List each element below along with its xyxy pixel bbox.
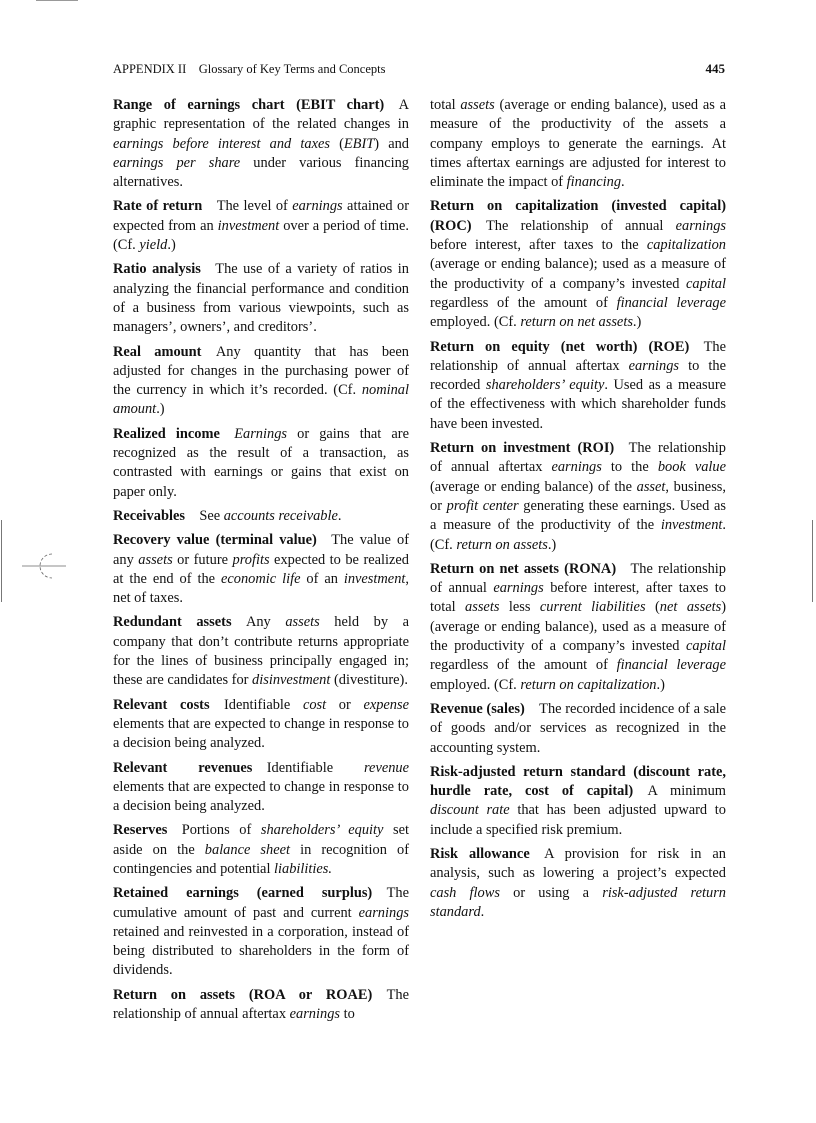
glossary-entry [113,96,409,192]
glossary-definition: Earnings or gains that are recognized as the result of a transaction, as contrasted with earnings or gains that exist on paper only. [113,425,409,500]
glossary-entry [430,560,726,695]
glossary-entry [113,197,409,255]
glossary-definition: The value of any assets or future profits expected to be realized at the end of the economic life of an investment, net of taxes. [113,532,409,607]
right-edge-rule [812,520,813,602]
glossary-term: Redundant assets [113,614,232,631]
glossary-definition: A graphic representation of the related changes in earnings before interest and taxes (EBIT) and earnings per share under various financing alternatives. [113,97,409,191]
glossary-term: Return on investment (ROI) [430,440,615,457]
glossary-definition: The relationship of annual earnings before interest, after taxes to the capitalization (average or ending balance); used as a measure of the productivity of a company’s invested capital regardless of the amount of financial leverage employed. (Cf. return on net assets.) [430,217,726,331]
continued-definition: total assets (average or ending balance), used as a measure of the productivity of the assets a company employs to generate the earnings. At times aftertax earnings are adjusted for interest to eliminate the impact of financing. [430,97,726,191]
running-head [113,60,725,78]
glossary-entry [113,884,409,980]
glossary-term: Range of earnings chart (EBIT chart) [113,97,385,113]
glossary-definition: See accounts receivable. [199,507,342,524]
glossary-term: Retained earnings (earned surplus) [113,885,373,902]
glossary-entry [113,986,409,1025]
glossary-definition: Identifiable cost or expense elements that are expected to change in response to a decision being analyzed. [113,696,409,752]
glossary-entry [113,821,409,879]
glossary-entry [430,700,726,758]
glossary-definition: The level of earnings attained or expected from an investment over a period of time. (Cf. yield.) [113,198,410,254]
glossary-term: Return on net assets (RONA) [430,560,617,577]
glossary-definition: Identifiable revenue elements that are expected to change in response to a decision being analyzed. [113,759,409,815]
glossary-definition: Any assets held by a company that don’t contribute returns appropriate for the lines of business principally engaged in; these are candidates for disinvestment (divestiture). [113,614,409,689]
glossary-definition: Any quantity that has been adjusted for changes in the purchasing power of the currency in which it’s recorded. (Cf. nominal amount.) [113,343,409,418]
glossary-definition: The relationship of annual earnings before interest, after taxes to total assets less current liabilities (net assets) (average or ending balance), used as a measure of the productivity of a company’s invested capital regardless of the amount of financial leverage employed. (Cf. return on capitalization.) [430,560,727,693]
glossary-entry [430,197,726,332]
glossary-term: Ratio analysis [113,261,201,278]
glossary-definition: The relationship of annual aftertax earnings to the book value (average or ending balance) of the asset, business, or profit center generating these earnings. Used as a measure of the productivity of the investment. (Cf. return on assets.) [430,440,727,553]
glossary-term: Risk allowance [430,845,530,862]
crop-mark-icon [22,548,66,584]
glossary-term: Revenue (sales) [430,700,525,717]
glossary-entry [113,260,409,337]
glossary-term: Realized income [113,425,220,442]
glossary-entry [113,531,409,608]
left-edge-rule [1,520,2,602]
glossary-term: Recovery value (terminal value) [113,532,317,549]
right-column [430,96,726,927]
glossary-entry [113,613,409,690]
glossary-entry [430,338,726,434]
glossary-term: Rate of return [113,198,203,215]
glossary-entry [113,696,409,754]
glossary-term: Return on assets (ROA or ROAE) [113,986,373,1003]
glossary-term: Risk-adjusted return standard (discount rate, hurdle rate, cost of capital) [430,763,726,800]
glossary-term: Relevant revenues [113,759,253,776]
glossary-definition: The recorded incidence of a sale of goods and/or services as recognized in the accounting system. [430,700,726,756]
glossary-entry [113,507,409,526]
glossary-entry [430,763,726,840]
glossary-entry [113,425,409,502]
glossary-definition: The use of a variety of ratios in analyzing the financial performance and condition of a business from various viewpoints, such as managers’, owners’, and creditors’. [113,261,409,336]
page-number: 445 [705,61,725,76]
glossary-term: Reserves [113,822,168,839]
glossary-definition: The relationship of annual aftertax earnings to the recorded shareholders’ equity. Used as a measure of the effectiveness with which shareholder funds have been invested. [430,338,727,432]
glossary-definition: The relationship of annual aftertax earnings to [113,986,409,1023]
glossary-entry [430,845,726,922]
glossary-definition: Portions of shareholders’ equity set aside on the balance sheet in recognition of contingencies and potential liabilities. [113,822,409,877]
top-rule [36,0,78,1]
left-column [113,96,409,1029]
glossary-entry [113,759,409,817]
glossary-term: Real amount [113,343,202,360]
glossary-entry [430,439,726,555]
glossary-term: Return on equity (net worth) (ROE) [430,338,690,355]
glossary-term: Return on capitalization (invested capital) (ROC) [430,198,726,234]
glossary-definition: The cumulative amount of past and current earnings retained and reinvested in a corporation, instead of being distributed to shareholders in the form of dividends. [113,885,409,979]
glossary-term: Receivables [113,507,185,524]
glossary-entry [113,343,409,420]
glossary-definition: A provision for risk in an analysis, such as lowering a project’s expected cash flows or using a risk-adjusted return standard. [430,845,726,920]
running-head-title: APPENDIX II Glossary of Key Terms and Concepts [113,62,386,76]
glossary-term: Relevant costs [113,696,210,713]
glossary-definition: A minimum discount rate that has been adjusted upward to include a specified risk premium. [430,783,726,838]
